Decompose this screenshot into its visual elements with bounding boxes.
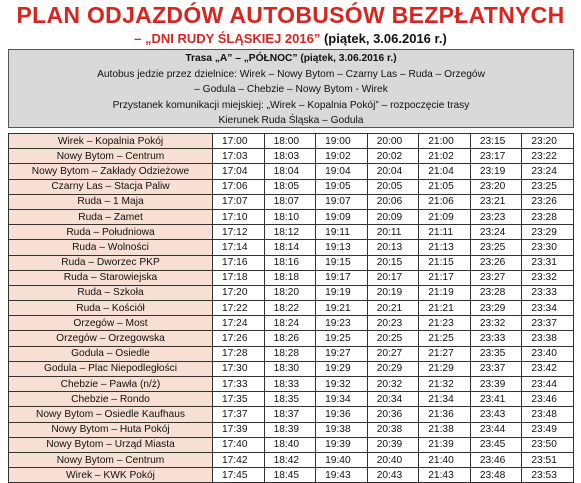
departure-time: 23:34 xyxy=(522,301,574,316)
departure-time: 23:23 xyxy=(470,209,522,224)
departure-time: 23:31 xyxy=(522,255,574,270)
departure-time: 21:02 xyxy=(419,149,471,164)
departure-time: 23:26 xyxy=(470,255,522,270)
departure-time: 23:44 xyxy=(522,377,574,392)
stop-name: Ruda – Starowiejska xyxy=(9,270,213,285)
departure-time: 19:25 xyxy=(316,331,368,346)
departure-time: 18:14 xyxy=(264,240,316,255)
table-row xyxy=(9,301,574,316)
table-row xyxy=(9,255,574,270)
departure-time: 19:32 xyxy=(316,377,368,392)
table-row xyxy=(9,225,574,240)
departure-time: 18:05 xyxy=(264,179,316,194)
departure-time: 17:28 xyxy=(213,346,265,361)
departure-time: 18:04 xyxy=(264,164,316,179)
route-start-stop: Przystanek komunikacji miejskiej: „Wirek – Kopalnia Pokój” – rozpoczęcie trasy xyxy=(112,99,470,111)
table-row xyxy=(9,361,574,376)
page-subtitle xyxy=(0,31,581,46)
stop-name: Ruda – Szkoła xyxy=(9,285,213,300)
departure-time: 19:23 xyxy=(316,316,368,331)
table-row xyxy=(9,316,574,331)
stop-name: Godula – Plac Niepodległości xyxy=(9,361,213,376)
departure-time: 17:26 xyxy=(213,331,265,346)
departure-time: 21:34 xyxy=(419,392,471,407)
departure-time: 17:33 xyxy=(213,377,265,392)
departure-time: 23:28 xyxy=(470,285,522,300)
departure-time: 18:18 xyxy=(264,270,316,285)
departure-time: 21:15 xyxy=(419,255,471,270)
table-row xyxy=(9,270,574,285)
departure-time: 23:37 xyxy=(470,361,522,376)
departure-time: 23:20 xyxy=(522,134,574,149)
departure-time: 17:07 xyxy=(213,194,265,209)
route-districts: Autobus jedzie przez dzielnice: Wirek – Nowy Bytom – Czarny Las – Ruda – Orzegów xyxy=(97,68,485,80)
departure-time: 19:11 xyxy=(316,225,368,240)
departure-time: 21:39 xyxy=(419,437,471,452)
departure-time: 19:15 xyxy=(316,255,368,270)
departure-time: 19:40 xyxy=(316,452,368,467)
departure-time: 21:11 xyxy=(419,225,471,240)
route-districts-continued: – Godula – Chebzie – Nowy Bytom - Wirek xyxy=(194,84,388,96)
table-row xyxy=(9,194,574,209)
departure-time: 20:15 xyxy=(367,255,419,270)
departure-time: 23:33 xyxy=(522,285,574,300)
departure-time: 17:39 xyxy=(213,422,265,437)
departure-time: 23:26 xyxy=(522,194,574,209)
table-row xyxy=(9,437,574,452)
departure-time: 21:05 xyxy=(419,179,471,194)
schedule-table xyxy=(8,133,574,483)
departure-time: 20:11 xyxy=(367,225,419,240)
departure-time: 23:45 xyxy=(470,437,522,452)
departure-time: 18:03 xyxy=(264,149,316,164)
departure-time: 21:43 xyxy=(419,468,471,483)
departure-time: 23:25 xyxy=(522,179,574,194)
stop-name: Nowy Bytom – Centrum xyxy=(9,149,213,164)
departure-time: 23:46 xyxy=(470,452,522,467)
stop-name: Nowy Bytom – Urząd Miasta xyxy=(9,437,213,452)
departure-time: 18:42 xyxy=(264,452,316,467)
departure-time: 23:29 xyxy=(470,301,522,316)
departure-time: 21:13 xyxy=(419,240,471,255)
departure-time: 17:37 xyxy=(213,407,265,422)
departure-time: 18:26 xyxy=(264,331,316,346)
departure-time: 19:29 xyxy=(316,361,368,376)
departure-time: 23:37 xyxy=(522,316,574,331)
departure-time: 23:49 xyxy=(522,422,574,437)
stop-name: Nowy Bytom – Centrum xyxy=(9,452,213,467)
table-row xyxy=(9,422,574,437)
departure-time: 21:23 xyxy=(419,316,471,331)
departure-time: 19:34 xyxy=(316,392,368,407)
departure-time: 23:24 xyxy=(470,225,522,240)
departure-time: 23:30 xyxy=(522,240,574,255)
stop-name: Orzegów – Orzegowska xyxy=(9,331,213,346)
departure-time: 23:32 xyxy=(522,270,574,285)
departure-time: 20:36 xyxy=(367,407,419,422)
stop-name: Ruda – Południowa xyxy=(9,225,213,240)
departure-time: 21:19 xyxy=(419,285,471,300)
departure-time: 19:13 xyxy=(316,240,368,255)
departure-time: 23:40 xyxy=(522,346,574,361)
departure-time: 21:27 xyxy=(419,346,471,361)
departure-time: 18:30 xyxy=(264,361,316,376)
departure-time: 23:51 xyxy=(522,452,574,467)
departure-time: 21:06 xyxy=(419,194,471,209)
departure-time: 20:43 xyxy=(367,468,419,483)
departure-time: 23:28 xyxy=(522,209,574,224)
departure-time: 23:22 xyxy=(522,149,574,164)
schedule-body xyxy=(9,134,574,483)
departure-time: 23:29 xyxy=(522,225,574,240)
departure-time: 18:24 xyxy=(264,316,316,331)
departure-time: 20:39 xyxy=(367,437,419,452)
departure-time: 19:07 xyxy=(316,194,368,209)
departure-time: 21:09 xyxy=(419,209,471,224)
stop-name: Ruda – Zamet xyxy=(9,209,213,224)
table-row xyxy=(9,331,574,346)
table-row xyxy=(9,407,574,422)
departure-time: 21:25 xyxy=(419,331,471,346)
stop-name: Nowy Bytom – Osiedle Kaufhaus xyxy=(9,407,213,422)
departure-time: 17:35 xyxy=(213,392,265,407)
departure-time: 23:50 xyxy=(522,437,574,452)
departure-time: 17:18 xyxy=(213,270,265,285)
departure-time: 17:06 xyxy=(213,179,265,194)
departure-time: 20:21 xyxy=(367,301,419,316)
departure-time: 18:33 xyxy=(264,377,316,392)
departure-time: 21:21 xyxy=(419,301,471,316)
departure-time: 19:39 xyxy=(316,437,368,452)
stop-name: Godula – Osiedle xyxy=(9,346,213,361)
departure-time: 17:03 xyxy=(213,149,265,164)
table-row xyxy=(9,392,574,407)
departure-time: 19:04 xyxy=(316,164,368,179)
departure-time: 23:48 xyxy=(522,407,574,422)
departure-time: 19:43 xyxy=(316,468,368,483)
stop-name: Ruda – Kościół xyxy=(9,301,213,316)
departure-time: 23:48 xyxy=(470,468,522,483)
departure-time: 21:40 xyxy=(419,452,471,467)
departure-time: 20:13 xyxy=(367,240,419,255)
table-row xyxy=(9,149,574,164)
departure-time: 20:17 xyxy=(367,270,419,285)
departure-time: 18:10 xyxy=(264,209,316,224)
table-row xyxy=(9,285,574,300)
departure-time: 17:45 xyxy=(213,468,265,483)
route-direction: Kierunek Ruda Śląska – Godula xyxy=(218,115,364,127)
stop-name: Chebzie – Pawła (n/ż) xyxy=(9,377,213,392)
table-row xyxy=(9,468,574,483)
stop-name: Czarny Las – Stacja Paliw xyxy=(9,179,213,194)
departure-time: 23:53 xyxy=(522,468,574,483)
departure-time: 17:40 xyxy=(213,437,265,452)
departure-time: 21:00 xyxy=(419,134,471,149)
departure-time: 17:14 xyxy=(213,240,265,255)
departure-time: 23:38 xyxy=(522,331,574,346)
stop-name: Ruda – Wolności xyxy=(9,240,213,255)
table-row xyxy=(9,346,574,361)
departure-time: 20:04 xyxy=(367,164,419,179)
departure-time: 20:05 xyxy=(367,179,419,194)
event-date: (piątek, 3.06.2016 r.) xyxy=(320,31,447,46)
departure-time: 23:17 xyxy=(470,149,522,164)
departure-time: 19:38 xyxy=(316,422,368,437)
departure-time: 23:20 xyxy=(470,179,522,194)
departure-time: 18:12 xyxy=(264,225,316,240)
departure-time: 17:30 xyxy=(213,361,265,376)
departure-time: 18:20 xyxy=(264,285,316,300)
departure-time: 18:37 xyxy=(264,407,316,422)
departure-time: 19:19 xyxy=(316,285,368,300)
departure-time: 18:35 xyxy=(264,392,316,407)
route-name: Trasa „A” – „PÓŁNOC” (piątek, 3.06.2016 r.) xyxy=(185,53,397,64)
departure-time: 23:46 xyxy=(522,392,574,407)
departure-time: 17:24 xyxy=(213,316,265,331)
departure-time: 23:43 xyxy=(470,407,522,422)
stop-name: Ruda – Dworzec PKP xyxy=(9,255,213,270)
departure-time: 23:33 xyxy=(470,331,522,346)
departure-time: 23:39 xyxy=(470,377,522,392)
departure-time: 17:22 xyxy=(213,301,265,316)
stop-name: Nowy Bytom – Zakłady Odzieżowe xyxy=(9,164,213,179)
departure-time: 21:29 xyxy=(419,361,471,376)
departure-time: 19:00 xyxy=(316,134,368,149)
page-title: PLAN ODJAZDÓW AUTOBUSÓW BEZPŁATNYCH xyxy=(16,2,565,28)
departure-time: 23:41 xyxy=(470,392,522,407)
departure-time: 20:34 xyxy=(367,392,419,407)
departure-time: 18:40 xyxy=(264,437,316,452)
departure-time: 20:02 xyxy=(367,149,419,164)
departure-time: 18:45 xyxy=(264,468,316,483)
departure-time: 23:21 xyxy=(470,194,522,209)
departure-time: 21:04 xyxy=(419,164,471,179)
departure-time: 21:36 xyxy=(419,407,471,422)
event-name: – „DNI RUDY ŚLĄSKIEJ 2016” xyxy=(134,31,321,46)
stop-name: Wirek – KWK Pokój xyxy=(9,468,213,483)
stop-name: Chebzie – Rondo xyxy=(9,392,213,407)
route-info-box xyxy=(8,49,574,128)
departure-time: 19:27 xyxy=(316,346,368,361)
departure-time: 19:09 xyxy=(316,209,368,224)
table-row xyxy=(9,164,574,179)
departure-time: 19:05 xyxy=(316,179,368,194)
departure-time: 23:35 xyxy=(470,346,522,361)
departure-time: 20:40 xyxy=(367,452,419,467)
departure-time: 20:27 xyxy=(367,346,419,361)
departure-time: 20:32 xyxy=(367,377,419,392)
departure-time: 19:17 xyxy=(316,270,368,285)
stop-name: Orzegów – Most xyxy=(9,316,213,331)
departure-time: 20:38 xyxy=(367,422,419,437)
departure-time: 23:42 xyxy=(522,361,574,376)
departure-time: 23:25 xyxy=(470,240,522,255)
table-row xyxy=(9,240,574,255)
departure-time: 23:19 xyxy=(470,164,522,179)
table-row xyxy=(9,209,574,224)
departure-time: 21:38 xyxy=(419,422,471,437)
table-row xyxy=(9,134,574,149)
departure-time: 17:20 xyxy=(213,285,265,300)
departure-time: 18:07 xyxy=(264,194,316,209)
departure-time: 20:23 xyxy=(367,316,419,331)
departure-time: 23:24 xyxy=(522,164,574,179)
stop-name: Wirek – Kopalnia Pokój xyxy=(9,134,213,149)
departure-time: 19:02 xyxy=(316,149,368,164)
stop-name: Ruda – 1 Maja xyxy=(9,194,213,209)
departure-time: 18:39 xyxy=(264,422,316,437)
departure-time: 20:29 xyxy=(367,361,419,376)
departure-time: 20:09 xyxy=(367,209,419,224)
table-row xyxy=(9,179,574,194)
departure-time: 17:42 xyxy=(213,452,265,467)
departure-time: 19:21 xyxy=(316,301,368,316)
departure-time: 17:00 xyxy=(213,134,265,149)
departure-time: 23:15 xyxy=(470,134,522,149)
departure-time: 23:27 xyxy=(470,270,522,285)
departure-time: 20:19 xyxy=(367,285,419,300)
departure-time: 21:32 xyxy=(419,377,471,392)
departure-time: 19:36 xyxy=(316,407,368,422)
departure-time: 20:25 xyxy=(367,331,419,346)
departure-time: 17:16 xyxy=(213,255,265,270)
departure-time: 17:12 xyxy=(213,225,265,240)
departure-time: 18:16 xyxy=(264,255,316,270)
departure-time: 17:10 xyxy=(213,209,265,224)
departure-time: 17:04 xyxy=(213,164,265,179)
table-row xyxy=(9,452,574,467)
departure-time: 23:44 xyxy=(470,422,522,437)
departure-time: 18:22 xyxy=(264,301,316,316)
departure-time: 23:32 xyxy=(470,316,522,331)
departure-time: 21:17 xyxy=(419,270,471,285)
departure-time: 20:00 xyxy=(367,134,419,149)
departure-time: 18:28 xyxy=(264,346,316,361)
stop-name: Nowy Bytom – Huta Pokój xyxy=(9,422,213,437)
departure-time: 20:06 xyxy=(367,194,419,209)
departure-time: 18:00 xyxy=(264,134,316,149)
table-row xyxy=(9,377,574,392)
